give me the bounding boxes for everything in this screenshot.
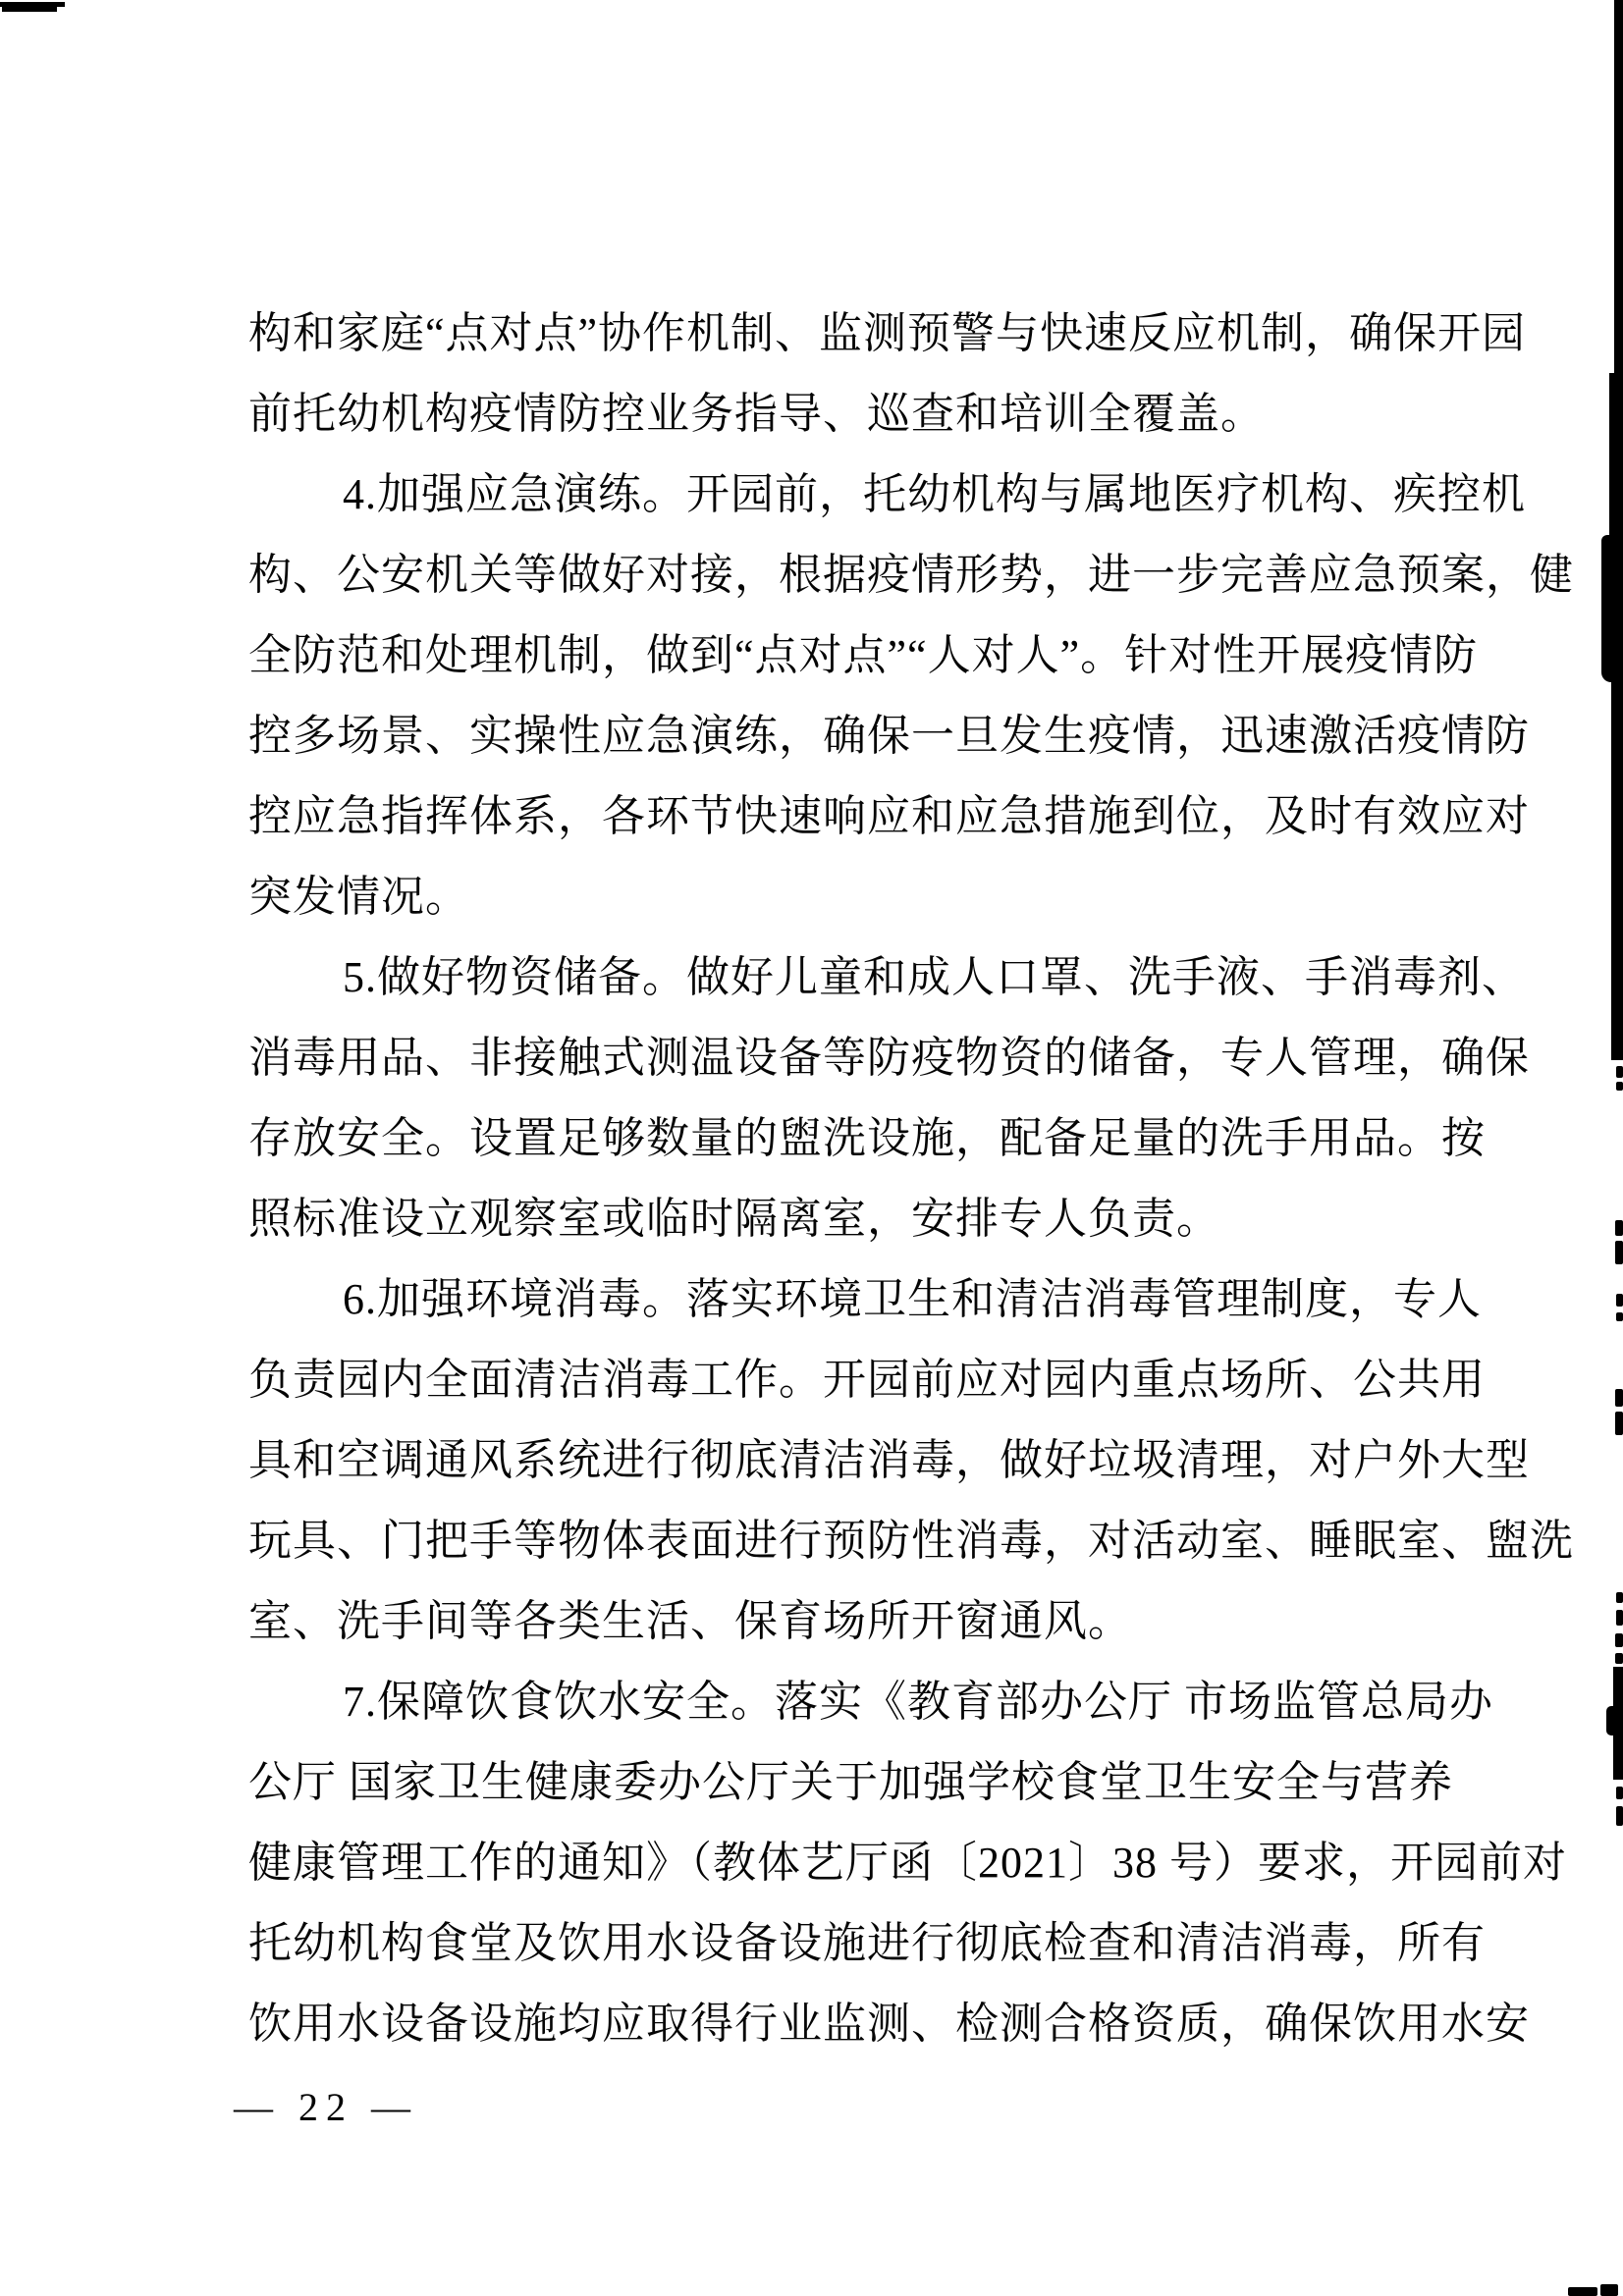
scan-artifact [1601, 535, 1623, 682]
text-line: 构、公安机关等做好对接，根据疫情形势，进一步完善应急预案，健 [248, 551, 1574, 599]
scan-artifact [1611, 667, 1623, 1060]
scan-artifact [1616, 1294, 1623, 1307]
scan-artifact [1615, 1389, 1623, 1407]
page-number: — 22 — [234, 2085, 418, 2129]
text-line: 4.加强应急演练。开园前，托幼机构与属地医疗机构、疾控机 [343, 470, 1526, 518]
text-line: 全防范和处理机制，做到“点对点”“人对人”。针对性开展疫情防 [248, 631, 1479, 679]
scan-artifact [1600, 2284, 1618, 2296]
text-line: 具和空调通风系统进行彻底清洁消毒，做好垃圾清理，对户外大型 [248, 1436, 1530, 1484]
scan-artifact [1614, 0, 1623, 393]
scan-artifact [1616, 1787, 1623, 1799]
scan-artifact [1616, 1806, 1623, 1826]
text-line: 托幼机构食堂及饮用水设备设施进行彻底检查和清洁消毒，所有 [248, 1919, 1486, 1967]
text-line: 饮用水设备设施均应取得行业监测、检测合格资质，确保饮用水安 [248, 2000, 1530, 2048]
text-line: 存放安全。设置足够数量的盥洗设施，配备足量的洗手用品。按 [248, 1114, 1486, 1162]
document-body [248, 294, 1584, 2064]
text-line: 6.加强环境消毒。落实环境卫生和清洁消毒管理制度，专人 [343, 1275, 1482, 1323]
text-line: 构和家庭“点对点”协作机制、监测预警与快速反应机制，确保开园 [248, 309, 1527, 357]
text-line: 消毒用品、非接触式测温设备等防疫物资的储备，专人管理，确保 [248, 1034, 1530, 1082]
scan-artifact [1616, 1592, 1623, 1603]
scan-artifact [2, 6, 57, 12]
scan-artifact [1609, 373, 1623, 550]
scan-artifact [1606, 1706, 1623, 1735]
text-line: 负责园内全面清洁消毒工作。开园前应对园内重点场所、公共用 [248, 1356, 1486, 1404]
scan-artifact [1615, 1220, 1623, 1236]
text-line: 照标准设立观察室或临时隔离室，安排专人负责。 [248, 1195, 1220, 1243]
scan-artifact [1616, 1066, 1623, 1078]
scan-artifact [1616, 1312, 1623, 1321]
text-line: 公厅 国家卫生健康委办公厅关于加强学校食堂卫生安全与营养 [248, 1758, 1453, 1806]
scan-artifact [1616, 1082, 1623, 1091]
scan-artifact [1615, 1412, 1623, 1435]
scan-artifact [1615, 1633, 1623, 1647]
scan-artifact [1615, 1653, 1623, 1664]
text-line: 前托幼机构疫情防控业务指导、巡查和培训全覆盖。 [248, 390, 1265, 438]
scan-artifact [1616, 1610, 1623, 1626]
scan-artifact [1568, 2287, 1597, 2296]
text-line: 7.保障饮食饮水安全。落实《教育部办公厅 市场监管总局办 [343, 1678, 1493, 1726]
text-line: 健康管理工作的通知》（教体艺厅函〔2021〕38 号）要求，开园前对 [248, 1839, 1567, 1887]
text-line: 玩具、门把手等物体表面进行预防性消毒，对活动室、睡眠室、盥洗 [248, 1517, 1574, 1565]
text-line: 5.做好物资储备。做好儿童和成人口罩、洗手液、手消毒剂、 [343, 953, 1526, 1001]
scan-artifact [1615, 1241, 1623, 1264]
text-line: 控多场景、实操性应急演练，确保一旦发生疫情，迅速激活疫情防 [248, 712, 1530, 760]
text-line: 室、洗手间等各类生活、保育场所开窗通风。 [248, 1597, 1132, 1645]
text-line: 控应急指挥体系，各环节快速响应和应急措施到位，及时有效应对 [248, 792, 1530, 840]
text-line: 突发情况。 [248, 873, 469, 921]
